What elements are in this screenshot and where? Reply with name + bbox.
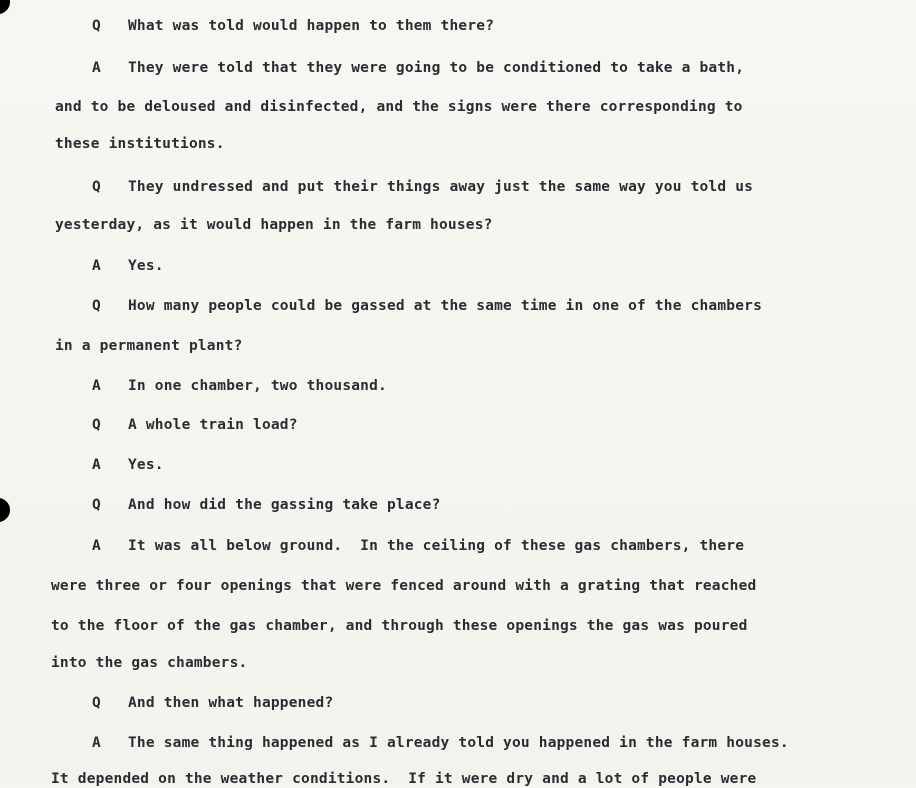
transcript-line bbox=[92, 59, 744, 77]
line-text: were three or four openings that were fenced around with a grating that reached bbox=[51, 578, 757, 594]
speaker-label: A bbox=[92, 378, 101, 394]
line-text: Yes. bbox=[128, 258, 164, 274]
speaker-label: Q bbox=[92, 417, 101, 433]
transcript-line bbox=[55, 216, 493, 234]
line-text: They undressed and put their things away just the same way you told us bbox=[128, 179, 754, 195]
line-text: In one chamber, two thousand. bbox=[128, 378, 387, 394]
line-text: Yes. bbox=[128, 457, 164, 473]
transcript-line bbox=[55, 135, 225, 153]
transcript-line bbox=[92, 377, 387, 395]
line-text: to the floor of the gas chamber, and through these openings the gas was poured bbox=[51, 618, 748, 634]
speaker-label: Q bbox=[92, 695, 101, 711]
line-text: They were told that they were going to be conditioned to take a bath, bbox=[128, 60, 745, 76]
line-text: A whole train load? bbox=[128, 417, 298, 433]
transcript-line bbox=[92, 257, 164, 275]
transcript-line bbox=[92, 297, 762, 315]
line-text: into the gas chambers. bbox=[51, 655, 248, 671]
line-text: What was told would happen to them there? bbox=[128, 18, 495, 34]
transcript-line bbox=[51, 617, 748, 635]
line-text: It depended on the weather conditions. If it were dry and a lot of people were bbox=[51, 771, 757, 787]
line-text: How many people could be gassed at the same time in one of the chambers bbox=[128, 298, 763, 314]
line-text: And how did the gassing take place? bbox=[128, 497, 441, 513]
transcript-line bbox=[92, 537, 744, 555]
speaker-label: A bbox=[92, 538, 101, 554]
speaker-label: Q bbox=[92, 179, 101, 195]
transcript-line bbox=[51, 654, 247, 672]
line-text: and to be deloused and disinfected, and the signs were there corresponding to bbox=[55, 99, 743, 115]
line-text: And then what happened? bbox=[128, 695, 334, 711]
transcript-line bbox=[55, 98, 743, 116]
transcript-line bbox=[51, 577, 756, 595]
speaker-label: A bbox=[92, 258, 101, 274]
speaker-label: A bbox=[92, 457, 101, 473]
transcript-line bbox=[92, 496, 441, 514]
line-text: these institutions. bbox=[55, 136, 225, 152]
transcript-line bbox=[51, 770, 756, 788]
speaker-label: A bbox=[92, 735, 101, 751]
transcript-line bbox=[92, 456, 164, 474]
speaker-label: Q bbox=[92, 18, 101, 34]
binder-hole bbox=[0, 0, 10, 14]
transcript-line bbox=[92, 734, 789, 752]
line-text: It was all below ground. In the ceiling of these gas chambers, there bbox=[128, 538, 745, 554]
line-text: in a permanent plant? bbox=[55, 338, 243, 354]
speaker-label: Q bbox=[92, 497, 101, 513]
speaker-label: Q bbox=[92, 298, 101, 314]
transcript-line bbox=[55, 337, 243, 355]
speaker-label: A bbox=[92, 60, 101, 76]
binder-hole bbox=[0, 498, 10, 522]
line-text: The same thing happened as I already told you happened in the farm houses. bbox=[128, 735, 789, 751]
transcript-line bbox=[92, 416, 298, 434]
transcript-line bbox=[92, 694, 333, 712]
line-text: yesterday, as it would happen in the farm houses? bbox=[55, 217, 493, 233]
transcript-line bbox=[92, 17, 494, 35]
transcript-line bbox=[92, 178, 753, 196]
